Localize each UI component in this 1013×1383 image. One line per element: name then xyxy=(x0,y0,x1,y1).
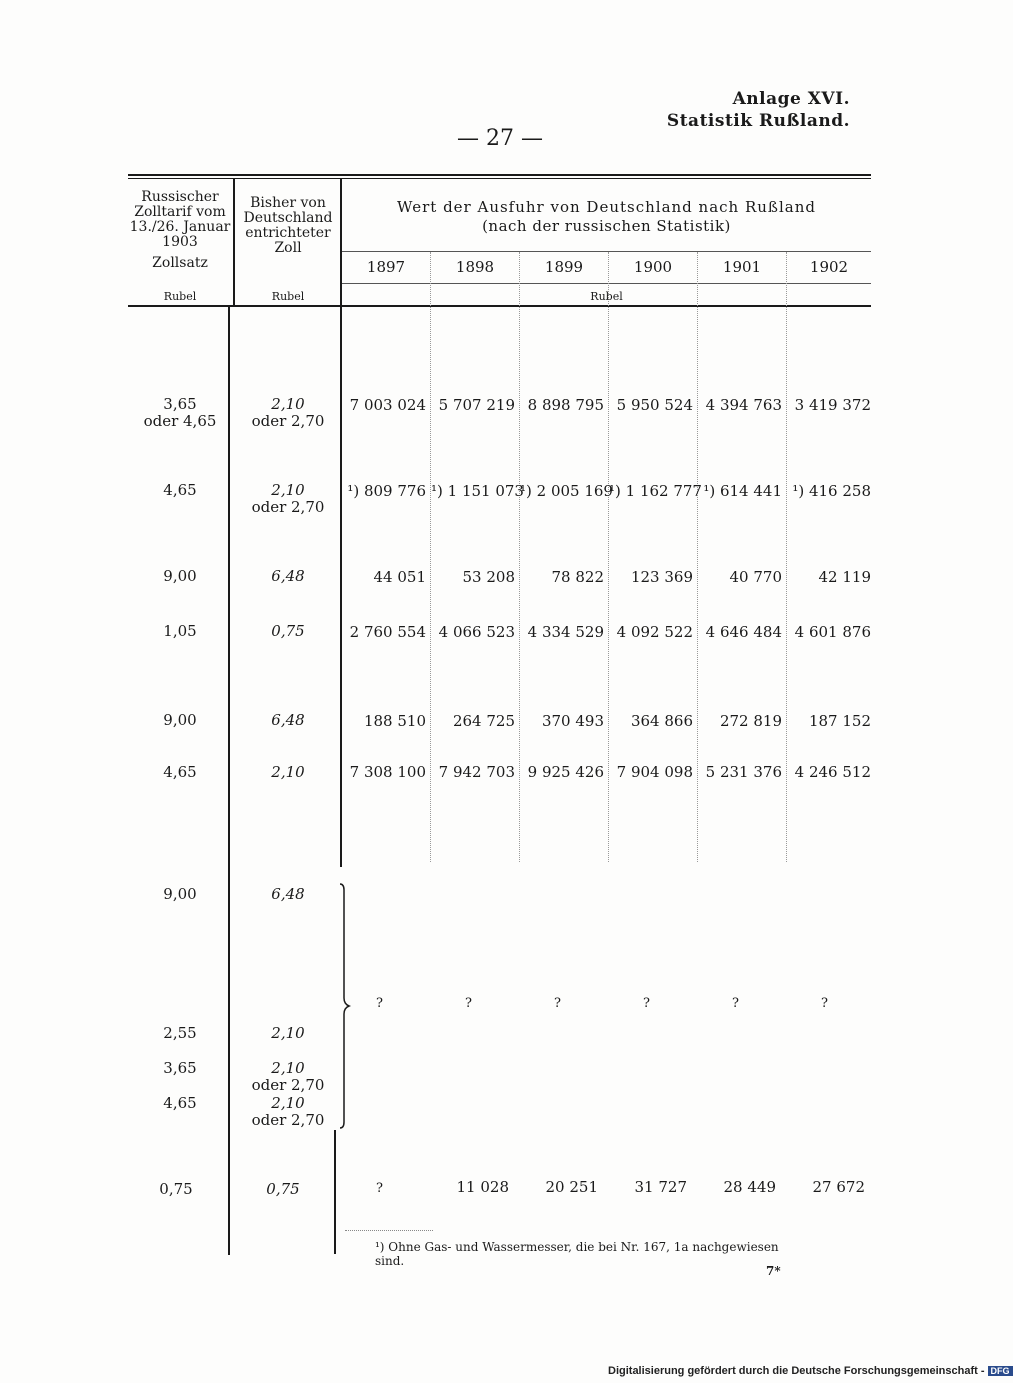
previous-duty-line: 2,10 xyxy=(271,1094,305,1112)
export-value: 4 092 522 xyxy=(616,623,693,641)
year-label: 1897 xyxy=(366,258,406,276)
export-value: 20 251 xyxy=(545,1178,598,1196)
export-value: 42 119 xyxy=(818,568,871,586)
export-value: 187 152 xyxy=(808,712,871,730)
col1-header xyxy=(128,190,232,271)
export-value: 27 672 xyxy=(812,1178,865,1196)
previous-duty-line: 2,10 xyxy=(271,1059,305,1077)
export-value: 123 369 xyxy=(630,568,693,586)
unknown-value: ? xyxy=(732,996,739,1011)
tariff-rate xyxy=(128,396,232,430)
tariff-rate: 4,65 xyxy=(163,481,197,499)
previous-duty: 6,48 xyxy=(271,885,305,903)
export-value: ¹) 2 005 169 xyxy=(520,482,613,500)
previous-duty-line: oder 2,70 xyxy=(251,1111,325,1129)
export-value: 9 925 426 xyxy=(527,763,604,781)
export-value: 7 942 703 xyxy=(438,763,515,781)
unknown-value: ? xyxy=(643,996,650,1011)
header-bottom-rule xyxy=(128,305,871,307)
tariff-rate: 9,00 xyxy=(163,885,197,903)
previous-duty-line: 2,10 xyxy=(271,395,305,413)
table-top-rule-inner xyxy=(128,178,871,179)
tariff-rate: 9,00 xyxy=(163,711,197,729)
previous-duty xyxy=(236,482,340,516)
tariff-rate-line: oder 4,65 xyxy=(143,412,217,430)
export-value: 53 208 xyxy=(462,568,515,586)
export-value: 28 449 xyxy=(723,1178,776,1196)
export-value: 364 866 xyxy=(630,712,693,730)
export-value: 5 950 524 xyxy=(616,396,693,414)
previous-duty-line: oder 2,70 xyxy=(251,498,325,516)
table-top-rule xyxy=(128,174,871,176)
dfg-credit-text: Digitalisierung gefördert durch die Deutsche Forschungsgemeinschaft - xyxy=(608,1365,985,1377)
unknown-value: ? xyxy=(376,996,383,1011)
export-value: 78 822 xyxy=(551,568,604,586)
col2-header-line: Bisher von xyxy=(250,195,326,211)
footnote: ¹) Ohne Gas- und Wassermesser, die bei Nr. 167, 1a nachgewiesen sind. xyxy=(375,1240,779,1268)
previous-duty-line: oder 2,70 xyxy=(251,412,325,430)
col1-header-line: Zollsatz xyxy=(152,255,208,271)
export-value: 7 904 098 xyxy=(616,763,693,781)
export-value: 31 727 xyxy=(634,1178,687,1196)
unknown-value: ? xyxy=(554,996,561,1011)
export-value: 4 246 512 xyxy=(794,763,871,781)
export-value: 7 003 024 xyxy=(349,396,426,414)
unit-rule xyxy=(342,283,871,284)
export-value: 5 231 376 xyxy=(705,763,782,781)
col2-header-line: Zoll xyxy=(274,240,302,256)
footnote-rule xyxy=(345,1230,433,1231)
export-value: 272 819 xyxy=(719,712,782,730)
annex-number: Anlage XVI. xyxy=(732,89,850,109)
export-value: 4 066 523 xyxy=(438,623,515,641)
export-value: 370 493 xyxy=(541,712,604,730)
export-value: 40 770 xyxy=(729,568,782,586)
col2-header xyxy=(236,196,340,256)
unknown-value: ? xyxy=(821,996,828,1011)
export-value: ¹) 809 776 xyxy=(347,482,426,500)
previous-duty xyxy=(236,1095,340,1129)
year-label: 1899 xyxy=(544,258,584,276)
export-value: 44 051 xyxy=(373,568,426,586)
tariff-rate: 4,65 xyxy=(163,1094,197,1112)
export-value: 188 510 xyxy=(363,712,426,730)
col2-unit: Rubel xyxy=(271,290,305,303)
previous-duty: 6,48 xyxy=(271,711,305,729)
unknown-value: ? xyxy=(376,1181,383,1196)
year-label: 1901 xyxy=(722,258,762,276)
export-value: ¹) 1 162 777 xyxy=(609,482,702,500)
col-divider-1-header xyxy=(233,179,235,305)
export-value: 7 308 100 xyxy=(349,763,426,781)
col1-header-line: Russischer xyxy=(141,189,219,205)
previous-duty-line: 2,10 xyxy=(271,481,305,499)
dfg-credit xyxy=(608,1365,1013,1377)
previous-duty: 6,48 xyxy=(271,567,305,585)
export-value: ¹) 614 441 xyxy=(703,482,782,500)
export-value: 264 725 xyxy=(452,712,515,730)
col1-header-line: Zolltarif vom xyxy=(134,204,226,220)
tariff-rate: 3,65 xyxy=(163,1059,197,1077)
col1-header-line: 1903 xyxy=(162,234,198,250)
col1-header-line: 13./26. Januar xyxy=(129,219,231,235)
tariff-rate: 0,75 xyxy=(159,1180,193,1198)
export-value: ¹) 416 258 xyxy=(792,482,871,500)
years-rule xyxy=(342,251,871,252)
previous-duty: 0,75 xyxy=(271,622,305,640)
annex-subtitle: Statistik Rußland. xyxy=(666,111,850,131)
previous-duty: 2,10 xyxy=(271,763,305,781)
year-label: 1900 xyxy=(633,258,673,276)
export-subtitle: (nach der russischen Statistik) xyxy=(482,217,731,235)
tariff-rate: 9,00 xyxy=(163,567,197,585)
tariff-rate: 4,65 xyxy=(163,763,197,781)
col2-header-line: Deutschland xyxy=(243,210,333,226)
export-value: 8 898 795 xyxy=(527,396,604,414)
previous-duty xyxy=(236,1060,340,1094)
export-value: 4 601 876 xyxy=(794,623,871,641)
page-number: — 27 — xyxy=(457,126,543,151)
export-value: 5 707 219 xyxy=(438,396,515,414)
export-value: 4 646 484 xyxy=(705,623,782,641)
col2-header-line: entrichteter xyxy=(245,225,331,241)
unknown-value: ? xyxy=(465,996,472,1011)
previous-duty-line: oder 2,70 xyxy=(251,1076,325,1094)
export-unit: Rubel xyxy=(590,290,623,303)
export-value: ¹) 1 151 073 xyxy=(431,482,524,500)
year-label: 1902 xyxy=(809,258,849,276)
tariff-rate-line: 3,65 xyxy=(163,395,197,413)
signature-mark: 7* xyxy=(766,1264,781,1278)
col1-unit: Rubel xyxy=(163,290,197,303)
tariff-rate: 1,05 xyxy=(163,622,197,640)
previous-duty: 0,75 xyxy=(266,1180,300,1198)
export-value: 4 334 529 xyxy=(527,623,604,641)
previous-duty: 2,10 xyxy=(271,1024,305,1042)
dfg-logo: DFG xyxy=(988,1366,1013,1376)
export-value: 3 419 372 xyxy=(794,396,871,414)
year-label: 1898 xyxy=(455,258,495,276)
tariff-rate: 2,55 xyxy=(163,1024,197,1042)
col-divider-1 xyxy=(228,307,230,1255)
previous-duty xyxy=(236,396,340,430)
export-value: 4 394 763 xyxy=(705,396,782,414)
export-value: 11 028 xyxy=(456,1178,509,1196)
export-value: 2 760 554 xyxy=(349,623,426,641)
export-title: Wert der Ausfuhr von Deutschland nach Rußland xyxy=(397,198,816,216)
export-header xyxy=(342,198,871,236)
